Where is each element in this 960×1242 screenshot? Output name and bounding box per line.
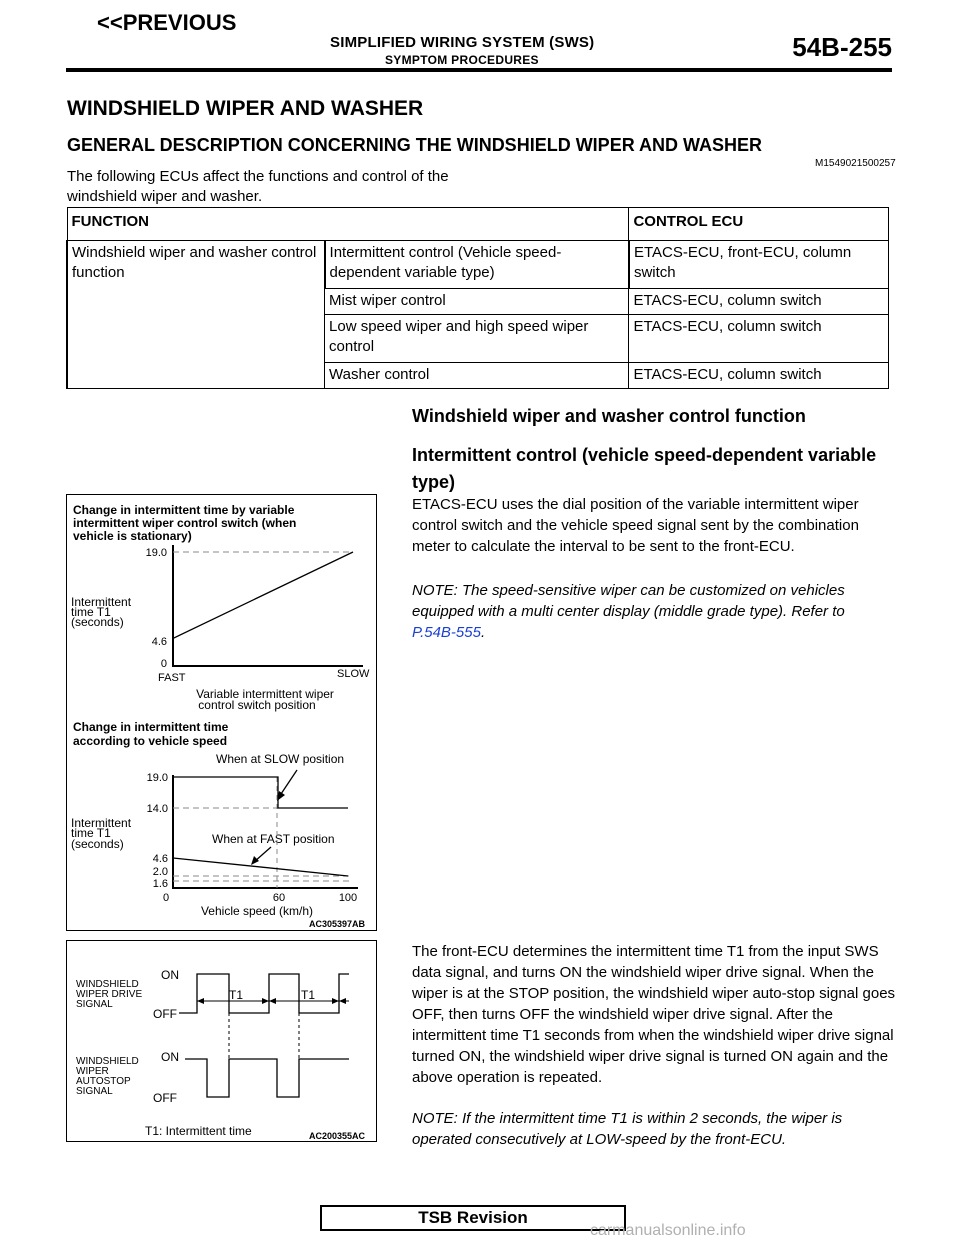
annotation-fast: When at FAST position bbox=[212, 832, 335, 846]
note-2: NOTE: If the intermittent time T1 is within 2 seconds, the wiper is operated consecutively at LOW-speed by the front-ECU. bbox=[412, 1110, 843, 1148]
header-subsection: SYMPTOM PROCEDURES bbox=[385, 53, 539, 67]
note-1-text: NOTE: The speed-sensitive wiper can be customized on vehicles equipped with a multi center display (middle grade type). Refer to bbox=[412, 582, 845, 620]
chart2-ytick-14: 14.0 bbox=[146, 803, 168, 815]
t1-arrowhead bbox=[262, 998, 269, 1004]
autostop-signal-label-line: SIGNAL bbox=[76, 1086, 113, 1097]
sub-heading: Intermittent control (vehicle speed-dependent variable type) bbox=[412, 445, 877, 492]
chart2-ylabel-line: Intermittent bbox=[71, 816, 132, 830]
t1-arrowhead bbox=[269, 998, 276, 1004]
chart1-ylabel-line: time T1 bbox=[71, 605, 111, 619]
ecu-cell: ETACS-ECU, front-ECU, column switch bbox=[629, 241, 889, 289]
ecu-cell: ETACS-ECU, column switch bbox=[629, 363, 889, 389]
figure-2-svg bbox=[67, 941, 378, 1143]
header-control-ecu: CONTROL ECU bbox=[629, 208, 889, 241]
chart1-xtick-slow: SLOW bbox=[337, 668, 370, 680]
chart2-ytick-1.6: 1.6 bbox=[152, 878, 168, 890]
function-table bbox=[66, 207, 889, 389]
chart2-xtick-60: 60 bbox=[272, 892, 286, 904]
chart1-line bbox=[173, 552, 353, 638]
figure-1 bbox=[66, 494, 377, 931]
chart2-ytick-19: 19.0 bbox=[146, 772, 168, 784]
chart2-ylabel-line: time T1 bbox=[71, 826, 111, 840]
autostop-signal-label-line: WINDSHIELD bbox=[76, 1056, 139, 1067]
intro-text: The following ECUs affect the functions and control of the windshield wiper and washer. bbox=[67, 168, 449, 205]
header-section: SIMPLIFIED WIRING SYSTEM (SWS) bbox=[330, 34, 595, 51]
annotation-slow: When at SLOW position bbox=[216, 752, 345, 766]
note-1-link[interactable]: P.54B-555 bbox=[412, 624, 481, 641]
drive-signal-label-line: WIPER DRIVE bbox=[76, 989, 143, 1000]
previous-link[interactable]: <<PREVIOUS bbox=[97, 10, 237, 35]
chart1-ytick-4.6: 4.6 bbox=[151, 636, 167, 648]
chart1-ylabel-line: (seconds) bbox=[71, 615, 124, 629]
control-cell: Washer control bbox=[325, 363, 629, 389]
chart2-xtick-0: 0 bbox=[162, 892, 170, 904]
section-heading: Windshield wiper and washer control function bbox=[412, 406, 806, 426]
table-row bbox=[67, 241, 889, 289]
chart1-xtick-fast: FAST bbox=[158, 672, 186, 684]
chart1-ylabel-line: Intermittent bbox=[71, 595, 132, 609]
t1-label-1: T1 bbox=[229, 988, 244, 1002]
chart1-ytick-19: 19.0 bbox=[145, 547, 167, 559]
tsb-revision-box: TSB Revision bbox=[320, 1205, 626, 1231]
header-rule bbox=[66, 68, 892, 72]
chart1-title-line: Change in intermittent time by variable bbox=[73, 503, 295, 517]
figure-1-svg bbox=[67, 495, 378, 932]
watermark: carmanualsonline.info bbox=[590, 1222, 746, 1239]
paragraph-2: The front-ECU determines the intermittent time T1 from the input SWS data signal, and turns ON the windshield wiper drive signal. When the wiper is at the STOP position, the windshield wiper auto-stop signal goes OFF, then turns OFF the windshield wiper drive signal. After the intermittent time T1 seconds from when the windshield wiper drive signal turned ON, the windshield wiper drive signal is turned ON again and the above operation is repeated. bbox=[412, 943, 896, 1086]
chart2-xlabel: Vehicle speed (km/h) bbox=[200, 904, 314, 918]
note-1-end: . bbox=[480, 624, 486, 641]
autostop-off-label: OFF bbox=[153, 1091, 177, 1105]
chart2-title-line: according to vehicle speed bbox=[73, 734, 228, 748]
figure-2-code: AC200355AC bbox=[308, 1131, 365, 1141]
drive-signal-label-line: SIGNAL bbox=[76, 999, 113, 1010]
chart2-series-slow bbox=[173, 777, 348, 808]
drive-signal-label-line: WINDSHIELD bbox=[76, 979, 139, 990]
chart2-xtick-100: 100 bbox=[338, 892, 358, 904]
ecu-cell: ETACS-ECU, column switch bbox=[629, 289, 889, 315]
header-function: FUNCTION bbox=[67, 208, 629, 241]
chart2-ytick-2.0: 2.0 bbox=[152, 866, 168, 878]
t1-label-2: T1 bbox=[301, 988, 316, 1002]
page-subtitle: GENERAL DESCRIPTION CONCERNING THE WINDSHIELD WIPER AND WASHER bbox=[67, 135, 763, 155]
chart1-xlabel-line: Variable intermittent wiper bbox=[196, 687, 334, 701]
page-title: WINDSHIELD WIPER AND WASHER bbox=[67, 97, 424, 120]
ecu-cell: ETACS-ECU, column switch bbox=[629, 315, 889, 363]
chart1-xlabel-line: control switch position bbox=[198, 698, 316, 712]
control-cell: Intermittent control (Vehicle speed-dependent variable type) bbox=[325, 241, 629, 289]
figure-2 bbox=[66, 940, 377, 1142]
figure-2-caption: T1: Intermittent time bbox=[145, 1124, 252, 1138]
annotation-fast-arrowhead bbox=[251, 856, 259, 865]
t1-arrowhead bbox=[332, 998, 339, 1004]
drive-signal-waveform bbox=[179, 974, 349, 1013]
chart2-title-line: Change in intermittent time bbox=[73, 720, 229, 734]
doc-code: M1549021500257 bbox=[815, 158, 896, 169]
control-cell: Low speed wiper and high speed wiper control bbox=[325, 315, 629, 363]
chart1-ytick-0: 0 bbox=[160, 658, 167, 670]
chart2-ytick-4.6: 4.6 bbox=[152, 853, 168, 865]
drive-on-label: ON bbox=[161, 968, 179, 982]
page-number: 54B-255 bbox=[792, 32, 892, 62]
chart2-series-fast bbox=[173, 858, 348, 876]
chart1-title-line: intermittent wiper control switch (when bbox=[73, 516, 297, 530]
figure-1-code: AC305397AB bbox=[308, 919, 365, 929]
autostop-signal-waveform bbox=[185, 1059, 349, 1097]
t1-arrowhead bbox=[197, 998, 204, 1004]
note-1 bbox=[412, 580, 892, 643]
chart1-title-line: vehicle is stationary) bbox=[73, 529, 192, 543]
autostop-on-label: ON bbox=[161, 1050, 179, 1064]
function-cell: Windshield wiper and washer control function bbox=[67, 241, 325, 389]
autostop-signal-label-line: AUTOSTOP bbox=[76, 1076, 131, 1087]
paragraph-1: ETACS-ECU uses the dial position of the variable intermittent wiper control switch and the vehicle speed signal sent by the combination meter to calculate the interval to be sent to the front-ECU. bbox=[412, 496, 859, 555]
chart2-ylabel-line: (seconds) bbox=[71, 837, 124, 851]
t1-arrowhead bbox=[339, 998, 346, 1004]
drive-off-label: OFF bbox=[153, 1007, 177, 1021]
autostop-signal-label-line: WIPER bbox=[76, 1066, 109, 1077]
control-cell: Mist wiper control bbox=[325, 289, 629, 315]
table-header-row bbox=[67, 208, 889, 241]
